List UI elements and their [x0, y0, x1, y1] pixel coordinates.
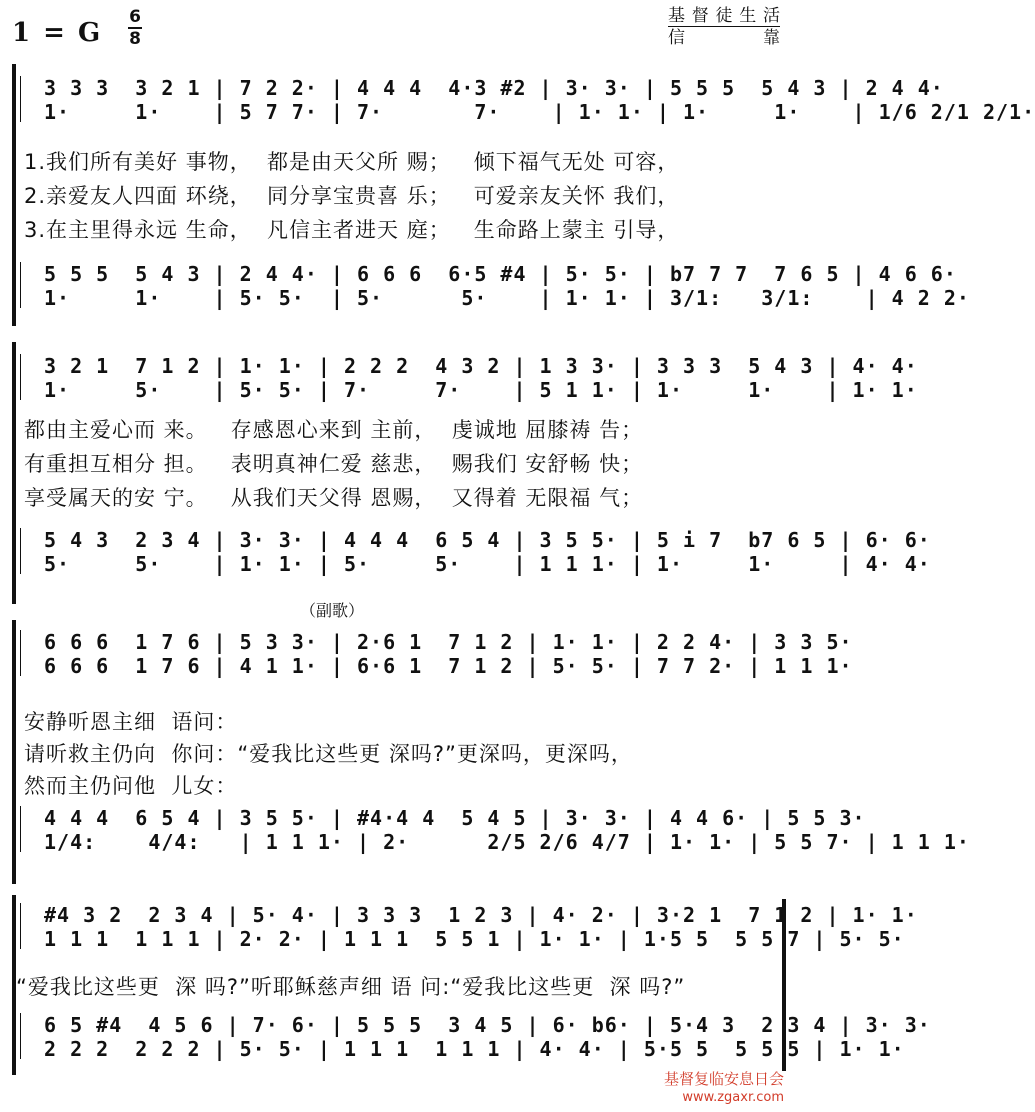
watermark-url: www.zgaxr.com [682, 1090, 784, 1105]
staff-2-lower [24, 1013, 931, 1061]
lyric-verse-3: 3.在主里得永远 生命， 凡信主者进天 庭； 生命路上蒙主 引导， [24, 218, 680, 242]
lyric-verse-2: 有重担互相分 担。 表明真神仁爱 慈悲， 赐我们 安舒畅 快； [24, 452, 644, 476]
lyric-chorus: “爱我比这些更 深 吗?”听耶稣慈声细 语 问:“爱我比这些更 深 吗?” [16, 975, 686, 999]
staff-1-upper [24, 903, 918, 951]
time-top: 6 [129, 7, 141, 27]
staff-notes-top: 3 3 3 3 2 1 | 7 2 2· | 4 4 4 4·3 #2 | 3· 3· | 5 5 5 5 4 3 | 2 4 4· [44, 76, 944, 100]
staff-notes-bottom: 1 1 1 1 1 1 | 2· 2· | 1 1 1 5 5 1 | 1· 1· | 1·5 5 5 5 7 | 5· 5· [44, 927, 905, 951]
lyric-verse-3: 然而主仍问他 儿女： [24, 774, 238, 798]
lyric-verse-1: 都由主爱心而 来。 存感恩心来到 主前， 虔诚地 屈膝祷 告； [24, 418, 644, 442]
staff-notes-top: #4 3 2 2 3 4 | 5· 4· | 3 3 3 1 2 3 | 4· 2· | 3·2 1 7 1 2 | 1· 1· [44, 903, 918, 927]
staff-2-lower [24, 806, 970, 854]
watermark-name: 基督复临安息日会 [663, 1070, 784, 1088]
staff-notes-bottom: 2 2 2 2 2 2 | 5· 5· | 1 1 1 1 1 1 | 4· 4· | 5·5 5 5 5 5 | 1· 1· [44, 1037, 905, 1061]
staff-2-lower [24, 528, 931, 576]
staff-notes-top: 4 4 4 6 5 4 | 3 5 5· | #4·4 4 5 4 5 | 3· 3· | 4 4 6· | 5 5 3· [44, 806, 866, 830]
final-barline [782, 899, 786, 1071]
staff-notes-bottom: 1· 5· | 5· 5· | 7· 7· | 5 1 1· | 1· 1· | 1· 1· [44, 378, 918, 402]
staff-notes-bottom: 6 6 6 1 7 6 | 4 1 1· | 6·6 1 7 1 2 | 5· 5· | 7 7 2· | 1 1 1· [44, 654, 853, 678]
staff-notes-top: 5 5 5 5 4 3 | 2 4 4· | 6 6 6 6·5 #4 | 5· 5· | b7 7 7 7 6 5 | 4 6 6· [44, 262, 957, 286]
lyric-verse-3: 享受属天的安 宁。 从我们天父得 恩赐， 又得着 无限福 气； [24, 486, 644, 510]
song-author: 信 靠 [668, 28, 780, 48]
song-title: 基督徒生活 [668, 6, 780, 26]
staff-notes-top: 5 4 3 2 3 4 | 3· 3· | 4 4 4 6 5 4 | 3 5 5· | 5 i 7 b7 6 5 | 6· 6· [44, 528, 931, 552]
lyric-verse-2: 请听救主仍向 你问：“爱我比这些更 深吗?”更深吗，更深吗， [24, 742, 633, 766]
key-signature: 1 = G [12, 18, 103, 48]
staff-notes-bottom: 1· 1· | 5· 5· | 5· 5· | 1· 1· | 3/1: 3/1: | 4 2 2· [44, 286, 970, 310]
lyric-verse-1: 1.我们所有美好 事物， 都是由天父所 赐； 倾下福气无处 可容， [24, 150, 680, 174]
staff-notes-top: 3 2 1 7 1 2 | 1· 1· | 2 2 2 4 3 2 | 1 3 3· | 3 3 3 5 4 3 | 4· 4· [44, 354, 918, 378]
staff-notes-bottom: 1· 1· | 5 7 7· | 7· 7· | 1· 1· | 1· 1· | 1/6 2/1 2/1· [44, 100, 1035, 124]
lyric-verse-2: 2.亲爱友人四面 环绕， 同分享宝贵喜 乐； 可爱亲友关怀 我们， [24, 184, 680, 208]
staff-2-lower [24, 262, 970, 310]
staff-1-upper [24, 76, 1035, 124]
chorus-label: （副歌） [300, 601, 365, 620]
time-bottom: 8 [129, 29, 141, 49]
time-signature [128, 8, 142, 48]
lyric-verse-1: 安静听恩主细 语问： [24, 710, 238, 734]
staff-notes-bottom: 1/4: 4/4: | 1 1 1· | 2· 2/5 2/6 4/7 | 1· 1· | 5 5 7· | 1 1 1· [44, 830, 970, 854]
song-credit [668, 6, 780, 48]
staff-1-upper [24, 630, 853, 678]
staff-1-upper [24, 354, 918, 402]
staff-notes-top: 6 5 #4 4 5 6 | 7· 6· | 5 5 5 3 4 5 | 6· b6· | 5·4 3 2 3 4 | 3· 3· [44, 1013, 931, 1037]
staff-notes-bottom: 5· 5· | 1· 1· | 5· 5· | 1 1 1· | 1· 1· | 4· 4· [44, 552, 931, 576]
staff-notes-top: 6 6 6 1 7 6 | 5 3 3· | 2·6 1 7 1 2 | 1· 1· | 2 2 4· | 3 3 5· [44, 630, 853, 654]
